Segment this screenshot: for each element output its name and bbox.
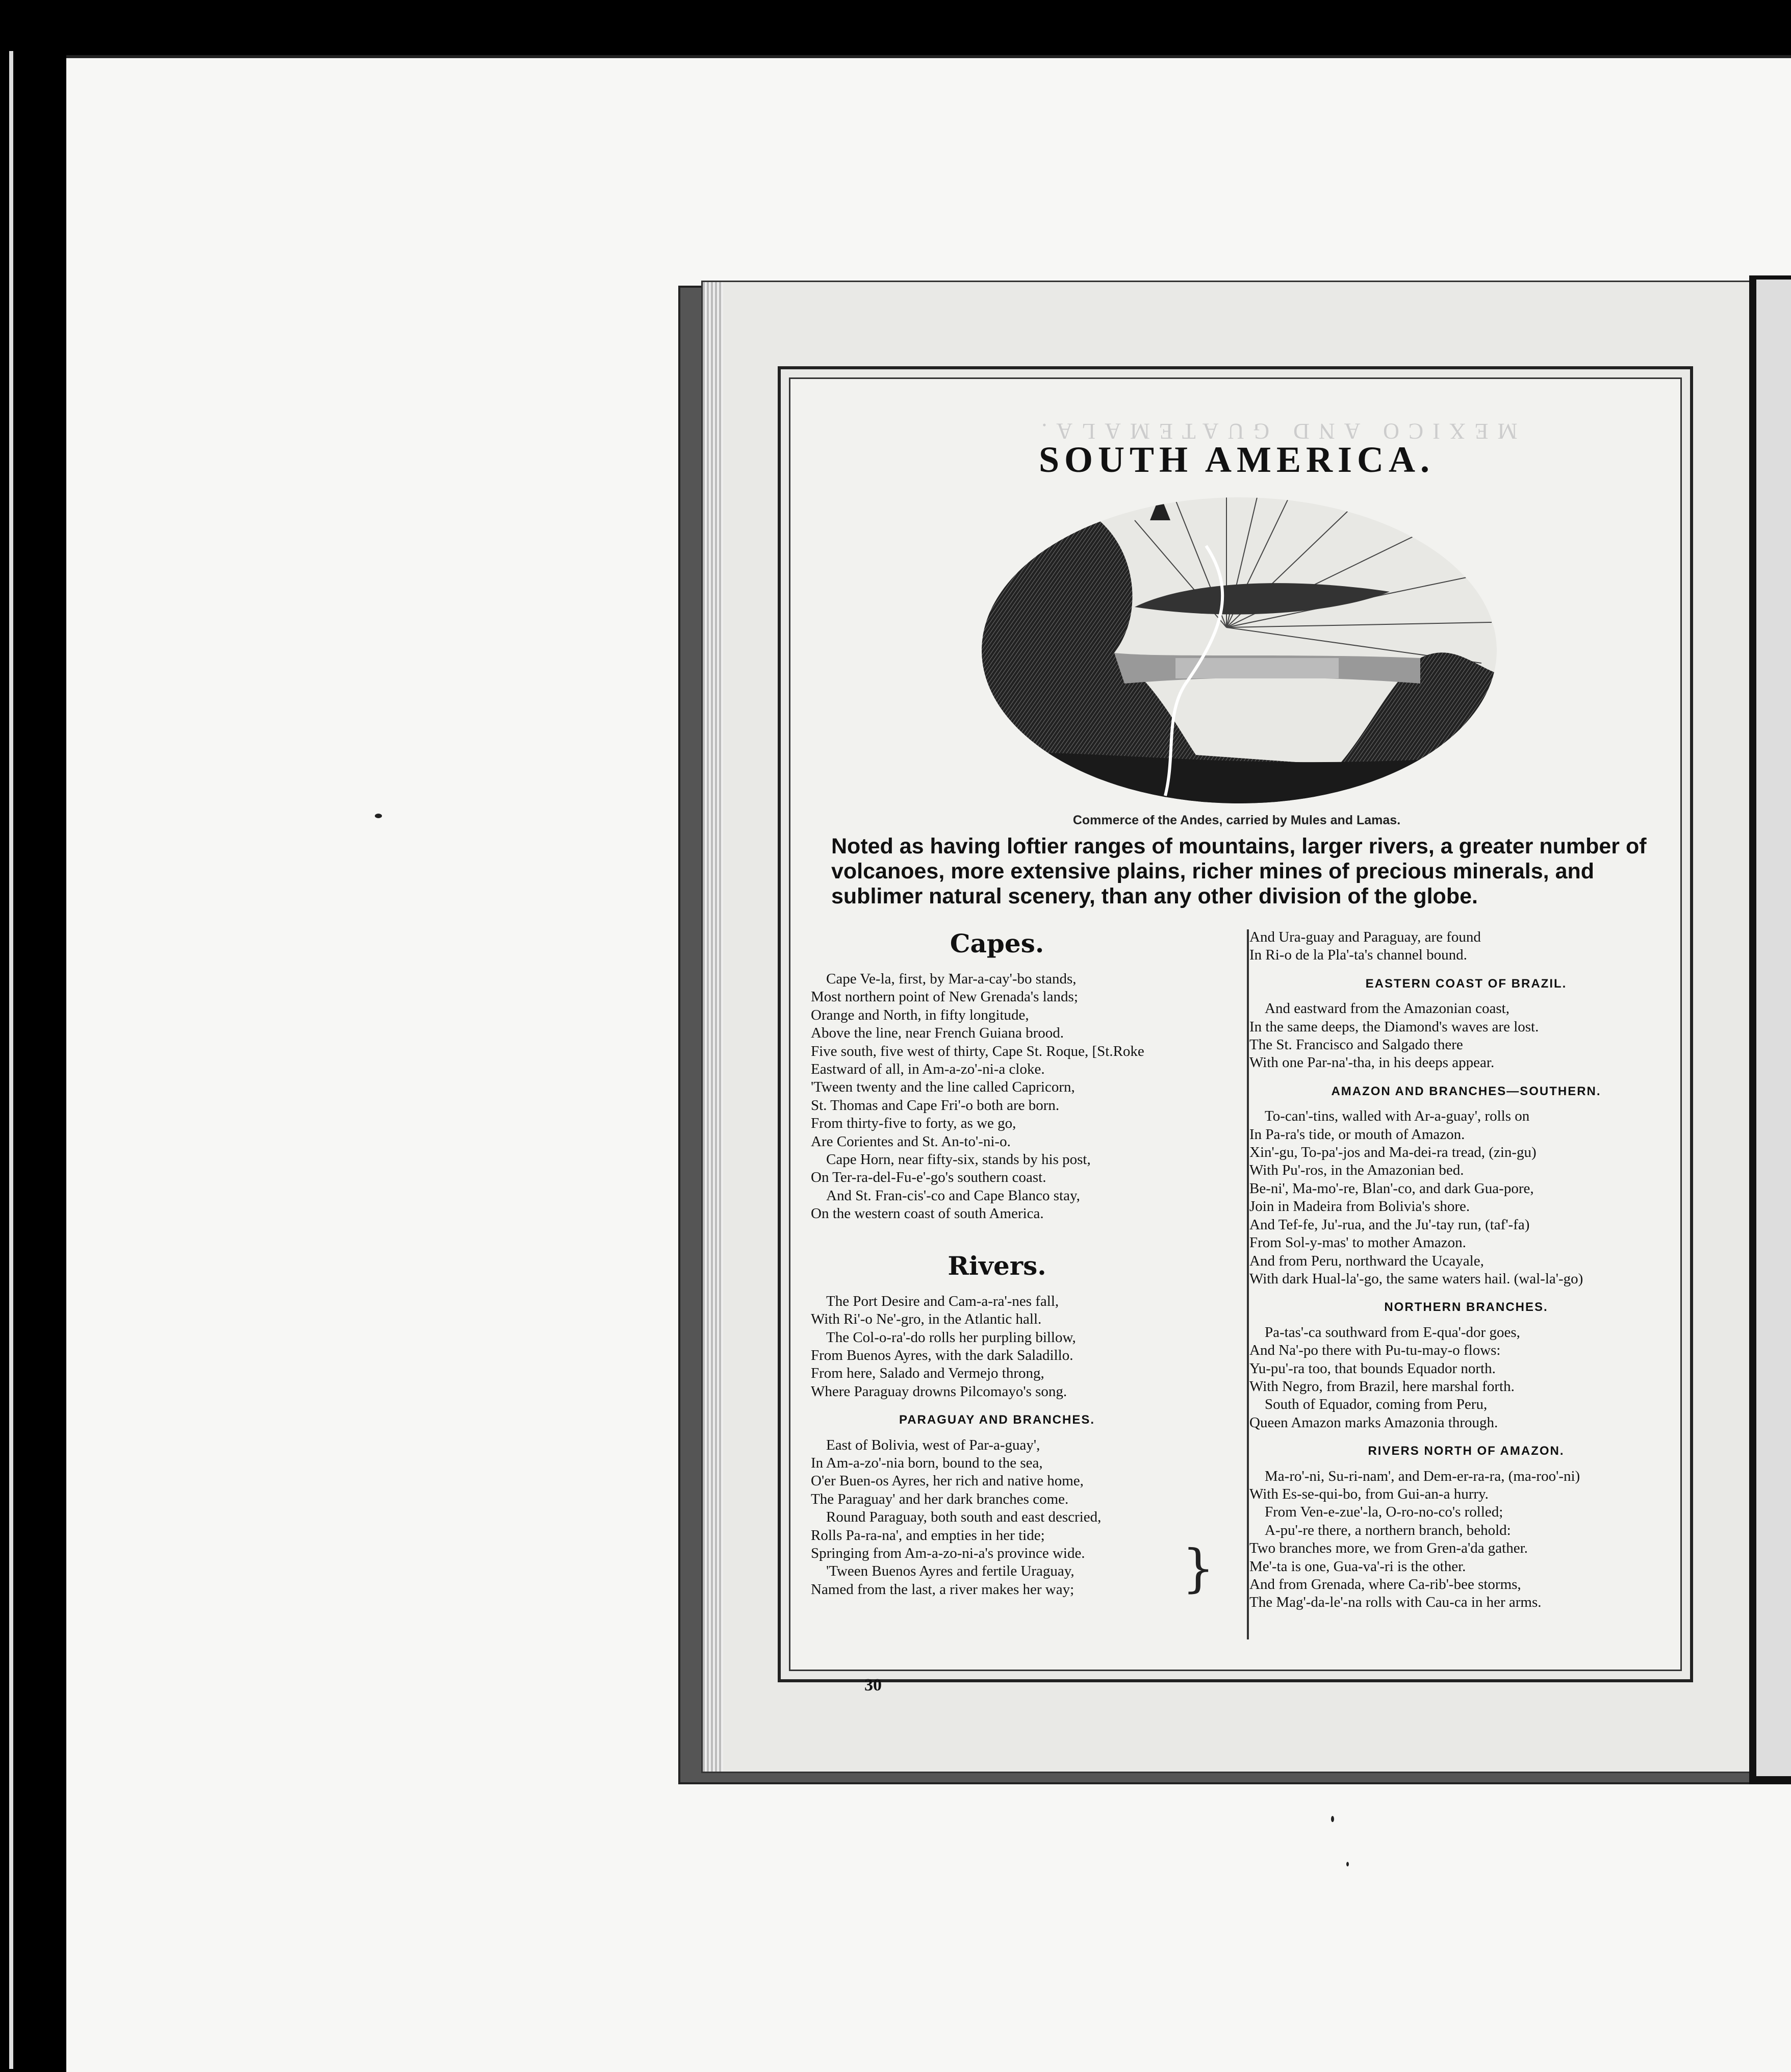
right-column xyxy=(1249,928,1683,1612)
verse-line: On the western coast of south America. xyxy=(811,1205,1044,1222)
verse-line: From Sol-y-mas' to mother Amazon. xyxy=(1249,1234,1466,1251)
andes-mountain-engraving-icon xyxy=(982,490,1497,811)
page-edges xyxy=(703,282,723,1772)
paraguay-verse xyxy=(811,1436,1183,1599)
intro-paragraph xyxy=(831,834,1668,909)
verse-line: 'Tween twenty and the line called Capricorn, xyxy=(811,1079,1075,1096)
curly-brace-icon: } xyxy=(1182,1538,1215,1598)
verse-line: From Buenos Ayres, with the dark Saladillo. xyxy=(811,1347,1073,1363)
verse-line: Springing from Am-a-zo-ni-a's province wide. xyxy=(811,1545,1085,1561)
verse-line: In Am-a-zo'-nia born, bound to the sea, xyxy=(811,1454,1043,1471)
verse-line: Join in Madeira from Bolivia's shore. xyxy=(1249,1198,1470,1215)
facing-page-shadow xyxy=(1756,1776,1791,1784)
verse-line: The Mag'-da-le'-na rolls with Cau-ca in her arms. xyxy=(1249,1594,1542,1611)
verse-line: And Na'-po there with Pu-tu-may-o flows: xyxy=(1249,1342,1501,1359)
verse-line: East of Bolivia, west of Par-a-guay', xyxy=(826,1436,1040,1453)
facing-page-edge xyxy=(1749,275,1791,1784)
verse-line: In Pa-ra's tide, or mouth of Amazon. xyxy=(1249,1126,1465,1143)
plata-verse xyxy=(1249,928,1683,965)
eastern-coast-heading: EASTERN COAST OF BRAZIL. xyxy=(1365,976,1567,991)
verse-line: With one Par-na'-tha, in his deeps appear. xyxy=(1249,1054,1495,1071)
verse-line: Are Corientes and St. An-to'-ni-o. xyxy=(811,1133,1011,1150)
verse-line: A-pu'-re there, a northern branch, behold: xyxy=(1265,1522,1511,1538)
verse-line: In Ri-o de la Pla'-ta's channel bound. xyxy=(1249,947,1467,964)
capes-verse xyxy=(811,970,1183,1223)
verse-line: St. Thomas and Cape Fri'-o both are born. xyxy=(811,1097,1060,1114)
verse-line: Where Paraguay drowns Pilcomayo's song. xyxy=(811,1383,1067,1400)
verse-line: The St. Francisco and Salgado there xyxy=(1249,1037,1463,1053)
film-edge-line xyxy=(9,51,13,2069)
rivers-verse xyxy=(811,1293,1183,1401)
verse-line: Named from the last, a river makes her way; xyxy=(811,1581,1074,1598)
verse-line: With Pu'-ros, in the Amazonian bed. xyxy=(1249,1162,1464,1179)
intro-text: Noted as having loftier ranges of mountains, larger rivers, a greater number of volcanoes, more extensive plains, richer mines of precious minerals, and sublimer natural scenery, than any other division of the globe. xyxy=(831,834,1647,908)
verse-line: Cape Ve-la, first, by Mar-a-cay'-bo stands, xyxy=(826,971,1077,987)
verse-line: Above the line, near French Guiana brood. xyxy=(811,1025,1064,1042)
verse-line: From here, Salado and Vermejo throng, xyxy=(811,1365,1044,1382)
eastern-coast-verse xyxy=(1249,1000,1683,1072)
film-speck xyxy=(1346,1862,1349,1866)
verse-line: Xin'-gu, To-pa'-jos and Ma-dei-ra tread, (zin-gu) xyxy=(1249,1144,1537,1161)
verse-line: Most northern point of New Grenada's lands; xyxy=(811,989,1078,1005)
verse-line: And from Grenada, where Ca-rib'-bee storms, xyxy=(1249,1576,1521,1593)
north-of-amazon-heading: RIVERS NORTH OF AMAZON. xyxy=(1368,1444,1565,1458)
verse-line: In the same deeps, the Diamond's waves are lost. xyxy=(1249,1018,1539,1035)
paraguay-heading: PARAGUAY AND BRANCHES. xyxy=(899,1413,1095,1427)
verse-line: With dark Hual-la'-go, the same waters hail. (wal-la'-go) xyxy=(1249,1270,1583,1287)
verse-line: Ma-ro'-ni, Su-ri-nam', and Dem-er-ra-ra, (ma-roo'-ni) xyxy=(1265,1468,1580,1484)
film-speck xyxy=(1331,1816,1334,1822)
northern-branches-heading: NORTHERN BRANCHES. xyxy=(1384,1300,1548,1315)
verse-line: And Ura-guay and Paraguay, are found xyxy=(1249,929,1481,945)
amazon-south-verse xyxy=(1249,1107,1683,1288)
northern-branches-verse xyxy=(1249,1324,1683,1432)
verse-line: Yu-pu'-ra too, that bounds Equador north. xyxy=(1249,1360,1496,1377)
verse-line: With Ri'-o Ne'-gro, in the Atlantic hall. xyxy=(811,1311,1042,1328)
verse-line: With Negro, from Brazil, here marshal forth. xyxy=(1249,1378,1515,1395)
verse-line: The Port Desire and Cam-a-ra'-nes fall, xyxy=(826,1293,1059,1309)
north-of-amazon-verse xyxy=(1249,1468,1683,1612)
illustration-caption: Commerce of the Andes, carried by Mules and Lamas. xyxy=(1072,813,1401,827)
verse-line: 'Tween Buenos Ayres and fertile Uraguay, xyxy=(826,1563,1074,1580)
verse-line: Two branches more, we from Gren-a'da gather. xyxy=(1249,1540,1528,1557)
verse-line: Me'-ta is one, Gua-va'-ri is the other. xyxy=(1249,1558,1466,1575)
verse-line: From Ven-e-zue'-la, O-ro-no-co's rolled; xyxy=(1265,1504,1503,1521)
verse-line: Cape Horn, near fifty-six, stands by his post, xyxy=(826,1151,1091,1168)
film-speck xyxy=(375,814,382,818)
column-divider xyxy=(1247,929,1249,1639)
film-left-border xyxy=(0,0,66,2069)
verse-line: Rolls Pa-ra-na', and empties in her tide; xyxy=(811,1527,1045,1544)
verse-line: Five south, five west of thirty, Cape St. Roque, [St.Roke xyxy=(811,1043,1144,1059)
verse-line: To-can'-tins, walled with Ar-a-guay', rolls on xyxy=(1265,1108,1530,1125)
column-spacer xyxy=(811,1223,1183,1251)
verse-line: Orange and North, in fifty longitude, xyxy=(811,1006,1029,1023)
amazon-south-heading: AMAZON AND BRANCHES—SOUTHERN. xyxy=(1331,1084,1601,1098)
verse-line: On Ter-ra-del-Fu-e'-go's southern coast. xyxy=(811,1169,1046,1186)
verse-line: The Paraguay' and her dark branches come. xyxy=(811,1490,1069,1507)
verse-line: Round Paraguay, both south and east descried, xyxy=(826,1509,1102,1526)
verse-line: Pa-tas'-ca southward from E-qua'-dor goes, xyxy=(1265,1324,1520,1341)
verse-line: South of Equador, coming from Peru, xyxy=(1265,1396,1488,1413)
verse-line: From thirty-five to forty, as we go, xyxy=(811,1115,1016,1132)
verse-line: Eastward of all, in Am-a-zo'-ni-a cloke. xyxy=(811,1061,1045,1078)
verse-line: And eastward from the Amazonian coast, xyxy=(1265,1000,1509,1017)
verse-line: With Es-se-qui-bo, from Gui-an-a hurry. xyxy=(1249,1485,1489,1502)
capes-heading: Capes. xyxy=(950,928,1044,958)
verse-line: O'er Buen-os Ayres, her rich and native home, xyxy=(811,1473,1084,1489)
verse-line: And from Peru, northward the Ucayale, xyxy=(1249,1252,1484,1269)
verse-line: Be-ni', Ma-mo'-re, Blan'-co, and dark Gua-pore, xyxy=(1249,1180,1534,1197)
verse-line: And St. Fran-cis'-co and Cape Blanco stay, xyxy=(826,1187,1080,1204)
verse-line: Queen Amazon marks Amazonia through. xyxy=(1249,1414,1498,1431)
rivers-heading: Rivers. xyxy=(948,1250,1046,1281)
verse-line: The Col-o-ra'-do rolls her purpling billow, xyxy=(826,1329,1076,1346)
left-column xyxy=(811,928,1183,1599)
bleed-through-text: MEXICO AND GUATEMALA. xyxy=(1032,419,1518,444)
verse-line: And Tef-fe, Ju'-rua, and the Ju'-tay run, (taf'-fa) xyxy=(1249,1216,1530,1233)
page-title: SOUTH AMERICA. xyxy=(1038,439,1435,480)
page-number: 30 xyxy=(864,1676,882,1695)
